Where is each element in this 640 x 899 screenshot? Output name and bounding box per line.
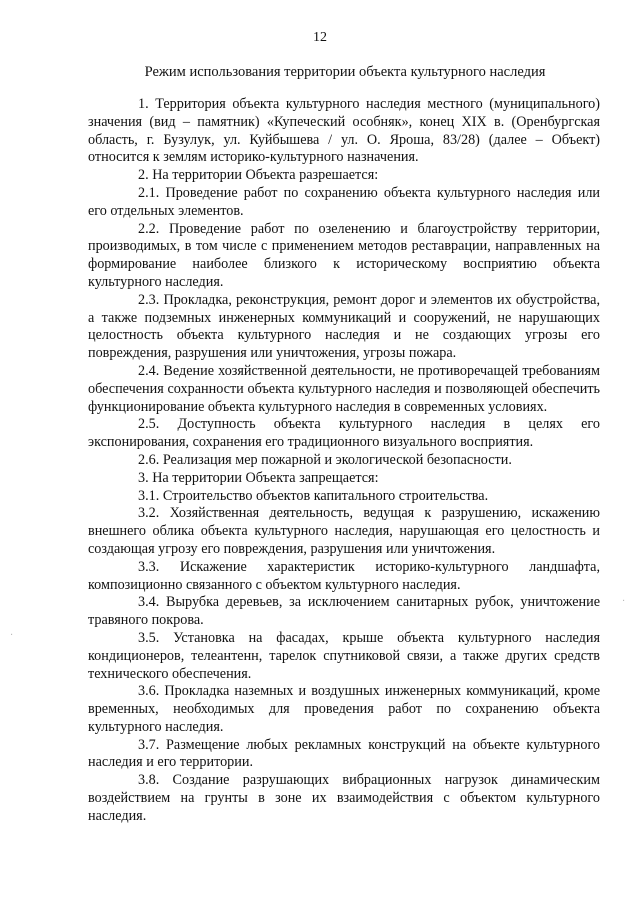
paragraph-3-6: 3.6. Прокладка наземных и воздушных инженерных коммуникаций, кроме временных, необходимых для проведения работ по сохранению объекта культурного наследия.: [88, 683, 600, 735]
paragraph-2-1: 2.1. Проведение работ по сохранению объекта культурного наследия или его отдельных элементов.: [88, 184, 600, 219]
paragraph-3-3: 3.3. Искажение характеристик историко-культурного ландшафта, композиционно связанного с объектом культурного наследия.: [88, 558, 600, 593]
page-number: 12: [313, 30, 327, 45]
paragraph-2: 2. На территории Объекта разрешается:: [138, 167, 379, 184]
paragraph-2-6: 2.6. Реализация мер пожарной и экологической безопасности.: [138, 451, 512, 468]
paragraph-3: 3. На территории Объекта запрещается:: [138, 469, 379, 486]
scan-artifact-mark: ·: [10, 630, 14, 641]
document-title: Режим использования территории объекта культурного наследия: [144, 64, 546, 80]
paragraph-1: 1. Территория объекта культурного наследия местного (муниципального) значения (вид – памятник) «Купеческий особняк», конец XIX в. (Оренбургская область, г. Бузулук, ул. Куйбышева / ул. О. Яроша, 83/28) (далее – Объект) относится к землям историко-культурного назначения.: [88, 96, 600, 166]
paragraph-2-2: 2.2. Проведение работ по озеленению и благоустройству территории, производимых, в том числе с применением методов реставрации, направленных на формирование наиболее близкого к историческому восприятию объекта культурного наследия.: [88, 220, 600, 290]
document-body: [88, 96, 600, 826]
paragraph-2-4: 2.4. Ведение хозяйственной деятельности, не противоречащей требованиям обеспечения сохранности объекта культурного наследия и позволяющей обеспечить функционирование объекта культурного наследия в современных условиях.: [88, 362, 600, 415]
paragraph-3-5: 3.5. Установка на фасадах, крыше объекта культурного наследия кондиционеров, телеантенн, тарелок спутниковой связи, а также других средств технического обеспечения.: [88, 629, 600, 682]
paragraph-3-7: 3.7. Размещение любых рекламных конструкций на объекте культурного наследия и его территории.: [88, 736, 600, 771]
paragraph-2-3: 2.3. Прокладка, реконструкция, ремонт дорог и элементов их обустройства, а также подземных инженерных коммуникаций и сооружений, не нарушающих целостность объекта культурного наследия и не создающих угрозы его повреждения, разрушения или уничтожения, угрозы пожара.: [88, 291, 600, 362]
paragraph-2-5: 2.5. Доступность объекта культурного наследия в целях его экспонирования, сохранения его традиционного визуального восприятия.: [88, 416, 600, 451]
paragraph-3-2: 3.2. Хозяйственная деятельность, ведущая к разрушению, искажению внешнего облика объекта культурного наследия, нарушающая его целостность и создающая угрозу его повреждения, разрушения или уничтожения.: [88, 505, 600, 557]
paragraph-3-4: 3.4. Вырубка деревьев, за исключением санитарных рубок, уничтожение травяного покрова.: [88, 594, 600, 629]
paragraph-3-8: 3.8. Создание разрушающих вибрационных нагрузок динамическим воздействием на грунты в зоне их взаимодействия с объектом культурного наследия.: [88, 772, 600, 824]
scan-artifact-mark: ·: [622, 596, 626, 607]
paragraph-3-1: 3.1. Строительство объектов капитального строительства.: [138, 487, 489, 504]
